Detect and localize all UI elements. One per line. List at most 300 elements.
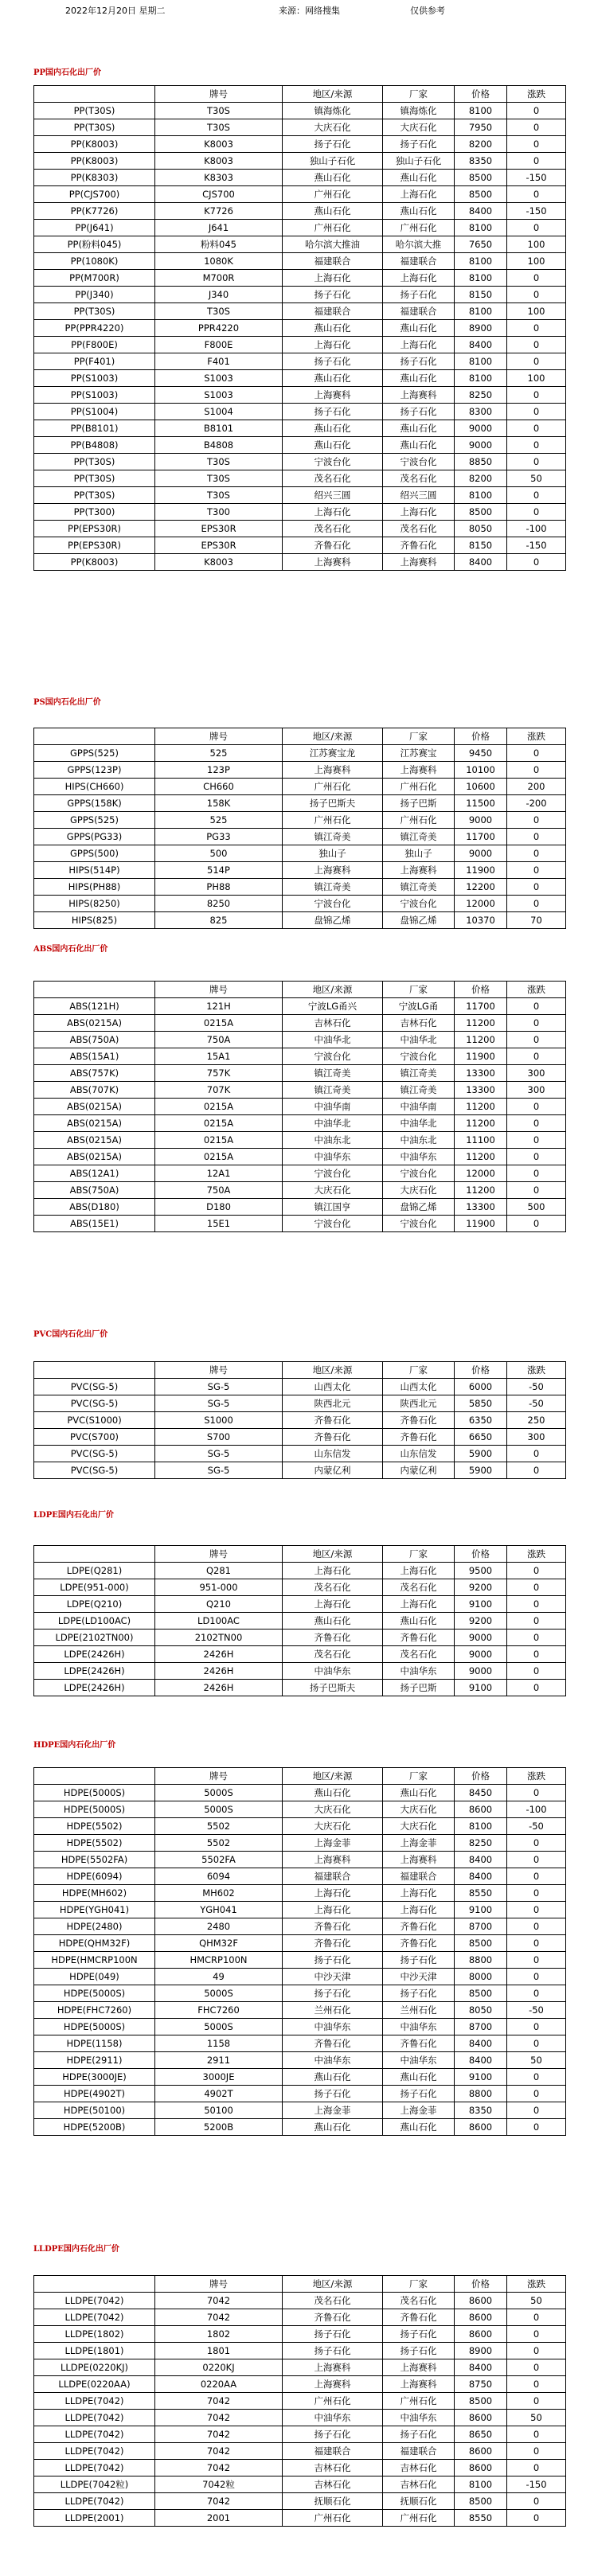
region-source: 兰州石化 — [283, 2002, 383, 2019]
table-row — [34, 2476, 566, 2493]
table-row — [34, 762, 566, 779]
region-source: 燕山石化 — [283, 1785, 383, 1801]
grade-name: HDPE(MH602) — [34, 1885, 155, 1902]
region-source: 中沙天津 — [283, 1969, 383, 1985]
price: 8600 — [455, 2443, 507, 2460]
manufacturer: 扬子巴斯 — [383, 1680, 455, 1696]
grade-code: T30S — [155, 119, 283, 136]
grade-code: Q210 — [155, 1596, 283, 1613]
region-source: 燕山石化 — [283, 170, 383, 186]
region-source: 齐鲁石化 — [283, 1918, 383, 1935]
price: 6650 — [455, 1429, 507, 1446]
grade-code: 750A — [155, 1182, 283, 1199]
grade-code: T30S — [155, 470, 283, 487]
price: 7950 — [455, 119, 507, 136]
manufacturer: 宁波台化 — [383, 896, 455, 912]
grade-code: PH88 — [155, 879, 283, 896]
grade-name: PP(S1003) — [34, 387, 155, 404]
manufacturer: 中沙天津 — [383, 1969, 455, 1985]
change: 0 — [507, 2359, 566, 2376]
grade-code: 4902T — [155, 2086, 283, 2102]
price: 9000 — [455, 437, 507, 454]
grade-code: SG-5 — [155, 1462, 283, 1479]
grade-name: LDPE(2426H) — [34, 1663, 155, 1680]
table-row — [34, 1646, 566, 1663]
price: 8550 — [455, 2510, 507, 2527]
manufacturer: 上海石化 — [383, 1885, 455, 1902]
change: 0 — [507, 387, 566, 404]
manufacturer: 大庆石化 — [383, 1818, 455, 1835]
grade-name: PP(T30S) — [34, 103, 155, 119]
price: 8900 — [455, 2343, 507, 2359]
price: 12000 — [455, 896, 507, 912]
table-row — [34, 203, 566, 220]
grade-name: PP(T30S) — [34, 470, 155, 487]
table-header-row — [34, 1546, 566, 1563]
price: 8500 — [455, 2393, 507, 2410]
manufacturer: 齐鲁石化 — [383, 2035, 455, 2052]
table-row — [34, 136, 566, 153]
region-source: 扬子石化 — [283, 136, 383, 153]
change: 0 — [507, 1630, 566, 1646]
grade-name: HDPE(QHM32F) — [34, 1935, 155, 1952]
region-source: 扬子石化 — [283, 2326, 383, 2343]
price: 9450 — [455, 745, 507, 762]
manufacturer: 福建联合 — [383, 253, 455, 270]
region-source: 大庆石化 — [283, 1818, 383, 1835]
region-source: 茂名石化 — [283, 1646, 383, 1663]
grade-code: HMCRP100N — [155, 1952, 283, 1969]
grade-name: PP(S1003) — [34, 370, 155, 387]
grade-name: HDPE(2480) — [34, 1918, 155, 1935]
table-row — [34, 2069, 566, 2086]
region-source: 燕山石化 — [283, 320, 383, 337]
table-row — [34, 287, 566, 303]
col-manufacturer: 厂家 — [383, 982, 455, 998]
region-source: 吉林石化 — [283, 2476, 383, 2493]
section-title: PS国内石化出厂价 — [33, 698, 101, 707]
change: 0 — [507, 879, 566, 896]
region-source: 中油华东 — [283, 2410, 383, 2426]
table-header-row — [34, 1768, 566, 1785]
change: -150 — [507, 170, 566, 186]
price: 8400 — [455, 1868, 507, 1885]
grade-code: 7042 — [155, 2309, 283, 2326]
table-header-row — [34, 1362, 566, 1379]
region-source: 中油华东 — [283, 2052, 383, 2069]
price: 8100 — [455, 103, 507, 119]
grade-name: PP(F800E) — [34, 337, 155, 353]
table-row — [34, 2510, 566, 2527]
region-source: 扬子石化 — [283, 287, 383, 303]
price: 8600 — [455, 2119, 507, 2136]
table-row — [34, 2002, 566, 2019]
grade-code: 0220AA — [155, 2376, 283, 2393]
grade-code: 1080K — [155, 253, 283, 270]
col-region: 地区/来源 — [283, 1362, 383, 1379]
report-date: 2022年12月20日 星期二 — [65, 6, 166, 16]
table-row — [34, 270, 566, 287]
grade-name: HIPS(8250) — [34, 896, 155, 912]
change: 0 — [507, 762, 566, 779]
manufacturer: 齐鲁石化 — [383, 1412, 455, 1429]
table-row — [34, 2443, 566, 2460]
price: 8650 — [455, 2426, 507, 2443]
grade-name: LLDPE(7042) — [34, 2393, 155, 2410]
grade-name: GPPS(525) — [34, 745, 155, 762]
table-row — [34, 170, 566, 186]
col-product — [34, 982, 155, 998]
col-region: 地区/来源 — [283, 1546, 383, 1563]
col-change: 涨跌 — [507, 1546, 566, 1563]
grade-code: 2426H — [155, 1663, 283, 1680]
region-source: 齐鲁石化 — [283, 1429, 383, 1446]
manufacturer: 福建联合 — [383, 303, 455, 320]
change: 0 — [507, 1563, 566, 1579]
grade-code: 514P — [155, 862, 283, 879]
grade-name: LLDPE(0220KJ) — [34, 2359, 155, 2376]
price: 8600 — [455, 2460, 507, 2476]
region-source: 广州石化 — [283, 2510, 383, 2527]
manufacturer: 扬子石化 — [383, 2426, 455, 2443]
region-source: 福建联合 — [283, 1868, 383, 1885]
grade-name: HDPE(1158) — [34, 2035, 155, 2052]
manufacturer: 上海石化 — [383, 270, 455, 287]
region-source: 宁波台化 — [283, 1048, 383, 1065]
price: 5900 — [455, 1446, 507, 1462]
manufacturer: 上海石化 — [383, 1596, 455, 1613]
col-change: 涨跌 — [507, 728, 566, 745]
change: 0 — [507, 2426, 566, 2443]
price: 8350 — [455, 2102, 507, 2119]
table-row — [34, 370, 566, 387]
table-row — [34, 404, 566, 420]
manufacturer: 中油华东 — [383, 1149, 455, 1165]
price: 8400 — [455, 337, 507, 353]
col-product — [34, 2276, 155, 2293]
grade-code: D180 — [155, 1199, 283, 1216]
manufacturer: 大庆石化 — [383, 1801, 455, 1818]
table-row — [34, 1985, 566, 2002]
col-grade: 牌号 — [155, 1546, 283, 1563]
region-source: 茂名石化 — [283, 521, 383, 537]
change: 0 — [507, 2102, 566, 2119]
manufacturer: 燕山石化 — [383, 203, 455, 220]
table-row — [34, 1902, 566, 1918]
price-table — [33, 1545, 566, 1696]
manufacturer: 上海石化 — [383, 504, 455, 521]
region-source: 大庆石化 — [283, 119, 383, 136]
price: 5850 — [455, 1395, 507, 1412]
grade-name: HDPE(5000S) — [34, 1785, 155, 1801]
manufacturer: 山东信发 — [383, 1446, 455, 1462]
table-row — [34, 1132, 566, 1149]
manufacturer: 上海石化 — [383, 1902, 455, 1918]
change: 0 — [507, 2309, 566, 2326]
manufacturer: 内蒙亿利 — [383, 1462, 455, 1479]
manufacturer: 齐鲁石化 — [383, 537, 455, 554]
manufacturer: 齐鲁石化 — [383, 1935, 455, 1952]
col-change: 涨跌 — [507, 1362, 566, 1379]
grade-name: LDPE(2102TN00) — [34, 1630, 155, 1646]
change: 0 — [507, 1613, 566, 1630]
region-source: 山西太化 — [283, 1379, 383, 1395]
region-source: 吉林石化 — [283, 2460, 383, 2476]
table-row — [34, 1182, 566, 1199]
grade-name: ABS(750A) — [34, 1182, 155, 1199]
grade-code: 粉料045 — [155, 236, 283, 253]
grade-name: HDPE(50100) — [34, 2102, 155, 2119]
change: 500 — [507, 1199, 566, 1216]
grade-code: T30S — [155, 454, 283, 470]
change: 0 — [507, 745, 566, 762]
grade-code: 5502FA — [155, 1852, 283, 1868]
change: -50 — [507, 1379, 566, 1395]
price: 11700 — [455, 829, 507, 845]
region-source: 绍兴三圆 — [283, 487, 383, 504]
grade-name: PVC(SG-5) — [34, 1462, 155, 1479]
price: 6350 — [455, 1412, 507, 1429]
price: 9000 — [455, 1646, 507, 1663]
table-row — [34, 779, 566, 795]
change: 0 — [507, 337, 566, 353]
grade-code: S700 — [155, 1429, 283, 1446]
grade-code: EPS30R — [155, 537, 283, 554]
table-row — [34, 454, 566, 470]
grade-code: 6094 — [155, 1868, 283, 1885]
table-row — [34, 1412, 566, 1429]
grade-name: LDPE(Q281) — [34, 1563, 155, 1579]
grade-code: 0215A — [155, 1015, 283, 1032]
grade-name: LDPE(2426H) — [34, 1680, 155, 1696]
manufacturer: 盘锦乙烯 — [383, 1199, 455, 1216]
price-table — [33, 981, 566, 1232]
table-row — [34, 1663, 566, 1680]
price: 8300 — [455, 404, 507, 420]
grade-code: 0215A — [155, 1115, 283, 1132]
price: 9000 — [455, 812, 507, 829]
region-source: 上海石化 — [283, 270, 383, 287]
grade-code: 7042 — [155, 2410, 283, 2426]
grade-name: LLDPE(7042) — [34, 2309, 155, 2326]
table-row — [34, 912, 566, 929]
manufacturer: 吉林石化 — [383, 2460, 455, 2476]
manufacturer: 兰州石化 — [383, 2002, 455, 2019]
grade-name: PP(T30S) — [34, 454, 155, 470]
grade-code: 2911 — [155, 2052, 283, 2069]
manufacturer: 扬子石化 — [383, 136, 455, 153]
price: 9500 — [455, 1563, 507, 1579]
manufacturer: 广州石化 — [383, 779, 455, 795]
table-row — [34, 1149, 566, 1165]
grade-code: PPR4220 — [155, 320, 283, 337]
grade-name: ABS(0215A) — [34, 1149, 155, 1165]
table-row — [34, 2019, 566, 2035]
manufacturer: 燕山石化 — [383, 2069, 455, 2086]
change: 0 — [507, 1885, 566, 1902]
grade-name: HIPS(825) — [34, 912, 155, 929]
grade-code: T30S — [155, 487, 283, 504]
region-source: 广州石化 — [283, 779, 383, 795]
grade-code: T300 — [155, 504, 283, 521]
table-row — [34, 1952, 566, 1969]
grade-name: LLDPE(7042) — [34, 2443, 155, 2460]
manufacturer: 镇江奇美 — [383, 879, 455, 896]
region-source: 茂名石化 — [283, 2293, 383, 2309]
col-price: 价格 — [455, 728, 507, 745]
change: 0 — [507, 2393, 566, 2410]
price: 8400 — [455, 554, 507, 571]
section-title: LDPE国内石化出厂价 — [33, 1511, 114, 1520]
change: 0 — [507, 1646, 566, 1663]
section-title: PP国内石化出厂价 — [33, 68, 102, 77]
change: 0 — [507, 1216, 566, 1232]
table-row — [34, 253, 566, 270]
price: 8100 — [455, 487, 507, 504]
change: 0 — [507, 1015, 566, 1032]
grade-name: ABS(0215A) — [34, 1115, 155, 1132]
region-source: 上海石化 — [283, 1596, 383, 1613]
price-table — [33, 728, 566, 929]
table-row — [34, 1099, 566, 1115]
manufacturer: 江苏赛宝 — [383, 745, 455, 762]
table-row — [34, 1015, 566, 1032]
change: 0 — [507, 2326, 566, 2343]
region-source: 扬子石化 — [283, 2426, 383, 2443]
table-row — [34, 2393, 566, 2410]
grade-name: HDPE(5000S) — [34, 1801, 155, 1818]
grade-code: 2426H — [155, 1646, 283, 1663]
table-row — [34, 153, 566, 170]
table-row — [34, 2086, 566, 2102]
change: 300 — [507, 1429, 566, 1446]
table-row — [34, 337, 566, 353]
grade-code: 1158 — [155, 2035, 283, 2052]
grade-code: 525 — [155, 745, 283, 762]
region-source: 山东信发 — [283, 1446, 383, 1462]
region-source: 齐鲁石化 — [283, 2035, 383, 2052]
grade-name: PVC(SG-5) — [34, 1395, 155, 1412]
grade-name: PP(1080K) — [34, 253, 155, 270]
grade-code: K8303 — [155, 170, 283, 186]
grade-code: 7042 — [155, 2443, 283, 2460]
change: 0 — [507, 454, 566, 470]
col-manufacturer: 厂家 — [383, 728, 455, 745]
region-source: 镇江奇美 — [283, 1065, 383, 1082]
table-header-row — [34, 728, 566, 745]
table-row — [34, 1785, 566, 1801]
table-row — [34, 119, 566, 136]
region-source: 扬子石化 — [283, 1985, 383, 2002]
section-title: ABS国内石化出厂价 — [33, 945, 108, 954]
price: 8150 — [455, 537, 507, 554]
col-change: 涨跌 — [507, 982, 566, 998]
change: 0 — [507, 320, 566, 337]
change: 0 — [507, 220, 566, 236]
manufacturer: 广州石化 — [383, 220, 455, 236]
grade-code: 5000S — [155, 1985, 283, 2002]
change: 100 — [507, 370, 566, 387]
grade-name: PP(M700R) — [34, 270, 155, 287]
table-header-row — [34, 982, 566, 998]
grade-name: PP(PPR4220) — [34, 320, 155, 337]
region-source: 上海金菲 — [283, 2102, 383, 2119]
grade-code: MH602 — [155, 1885, 283, 1902]
price: 8500 — [455, 170, 507, 186]
grade-code: CH660 — [155, 779, 283, 795]
grade-code: 750A — [155, 1032, 283, 1048]
table-row — [34, 998, 566, 1015]
region-source: 茂名石化 — [283, 470, 383, 487]
region-source: 燕山石化 — [283, 2069, 383, 2086]
grade-name: ABS(D180) — [34, 1199, 155, 1216]
grade-name: PP(K8003) — [34, 554, 155, 571]
table-row — [34, 1935, 566, 1952]
change: 0 — [507, 1868, 566, 1885]
manufacturer: 吉林石化 — [383, 2476, 455, 2493]
change: 0 — [507, 1462, 566, 1479]
price: 8900 — [455, 320, 507, 337]
manufacturer: 宁波台化 — [383, 454, 455, 470]
section-title: PVC国内石化出厂价 — [33, 1330, 108, 1339]
change: -50 — [507, 1818, 566, 1835]
col-manufacturer: 厂家 — [383, 86, 455, 103]
grade-name: GPPS(123P) — [34, 762, 155, 779]
region-source: 宁波台化 — [283, 1216, 383, 1232]
table-row — [34, 2102, 566, 2119]
table-row — [34, 1048, 566, 1065]
change: -150 — [507, 2476, 566, 2493]
change: 0 — [507, 1785, 566, 1801]
section-title: HDPE国内石化出厂价 — [33, 1741, 116, 1750]
price: 12000 — [455, 1165, 507, 1182]
region-source: 上海赛科 — [283, 2359, 383, 2376]
table-row — [34, 2460, 566, 2476]
table-row — [34, 220, 566, 236]
region-source: 燕山石化 — [283, 370, 383, 387]
table-row — [34, 1065, 566, 1082]
grade-name: GPPS(PG33) — [34, 829, 155, 845]
grade-code: SG-5 — [155, 1379, 283, 1395]
price: 13300 — [455, 1199, 507, 1216]
manufacturer: 燕山石化 — [383, 2119, 455, 2136]
grade-code: 0215A — [155, 1099, 283, 1115]
grade-code: 121H — [155, 998, 283, 1015]
change: -50 — [507, 2002, 566, 2019]
grade-name: HDPE(2911) — [34, 2052, 155, 2069]
manufacturer: 福建联合 — [383, 2443, 455, 2460]
section-title: LLDPE国内石化出厂价 — [33, 2245, 119, 2254]
grade-name: HDPE(6094) — [34, 1868, 155, 1885]
region-source: 镇江奇美 — [283, 1082, 383, 1099]
region-source: 中油华北 — [283, 1115, 383, 1132]
grade-name: LLDPE(7042) — [34, 2293, 155, 2309]
manufacturer: 茂名石化 — [383, 2293, 455, 2309]
region-source: 中油华南 — [283, 1099, 383, 1115]
grade-code: EPS30R — [155, 521, 283, 537]
grade-name: PP(K7726) — [34, 203, 155, 220]
grade-code: K8003 — [155, 153, 283, 170]
manufacturer: 燕山石化 — [383, 420, 455, 437]
table-row — [34, 2052, 566, 2069]
grade-name: PVC(SG-5) — [34, 1379, 155, 1395]
change: 0 — [507, 420, 566, 437]
price: 8750 — [455, 2376, 507, 2393]
price: 8800 — [455, 1952, 507, 1969]
grade-name: PP(J641) — [34, 220, 155, 236]
col-region: 地区/来源 — [283, 86, 383, 103]
price-table — [33, 2275, 566, 2527]
